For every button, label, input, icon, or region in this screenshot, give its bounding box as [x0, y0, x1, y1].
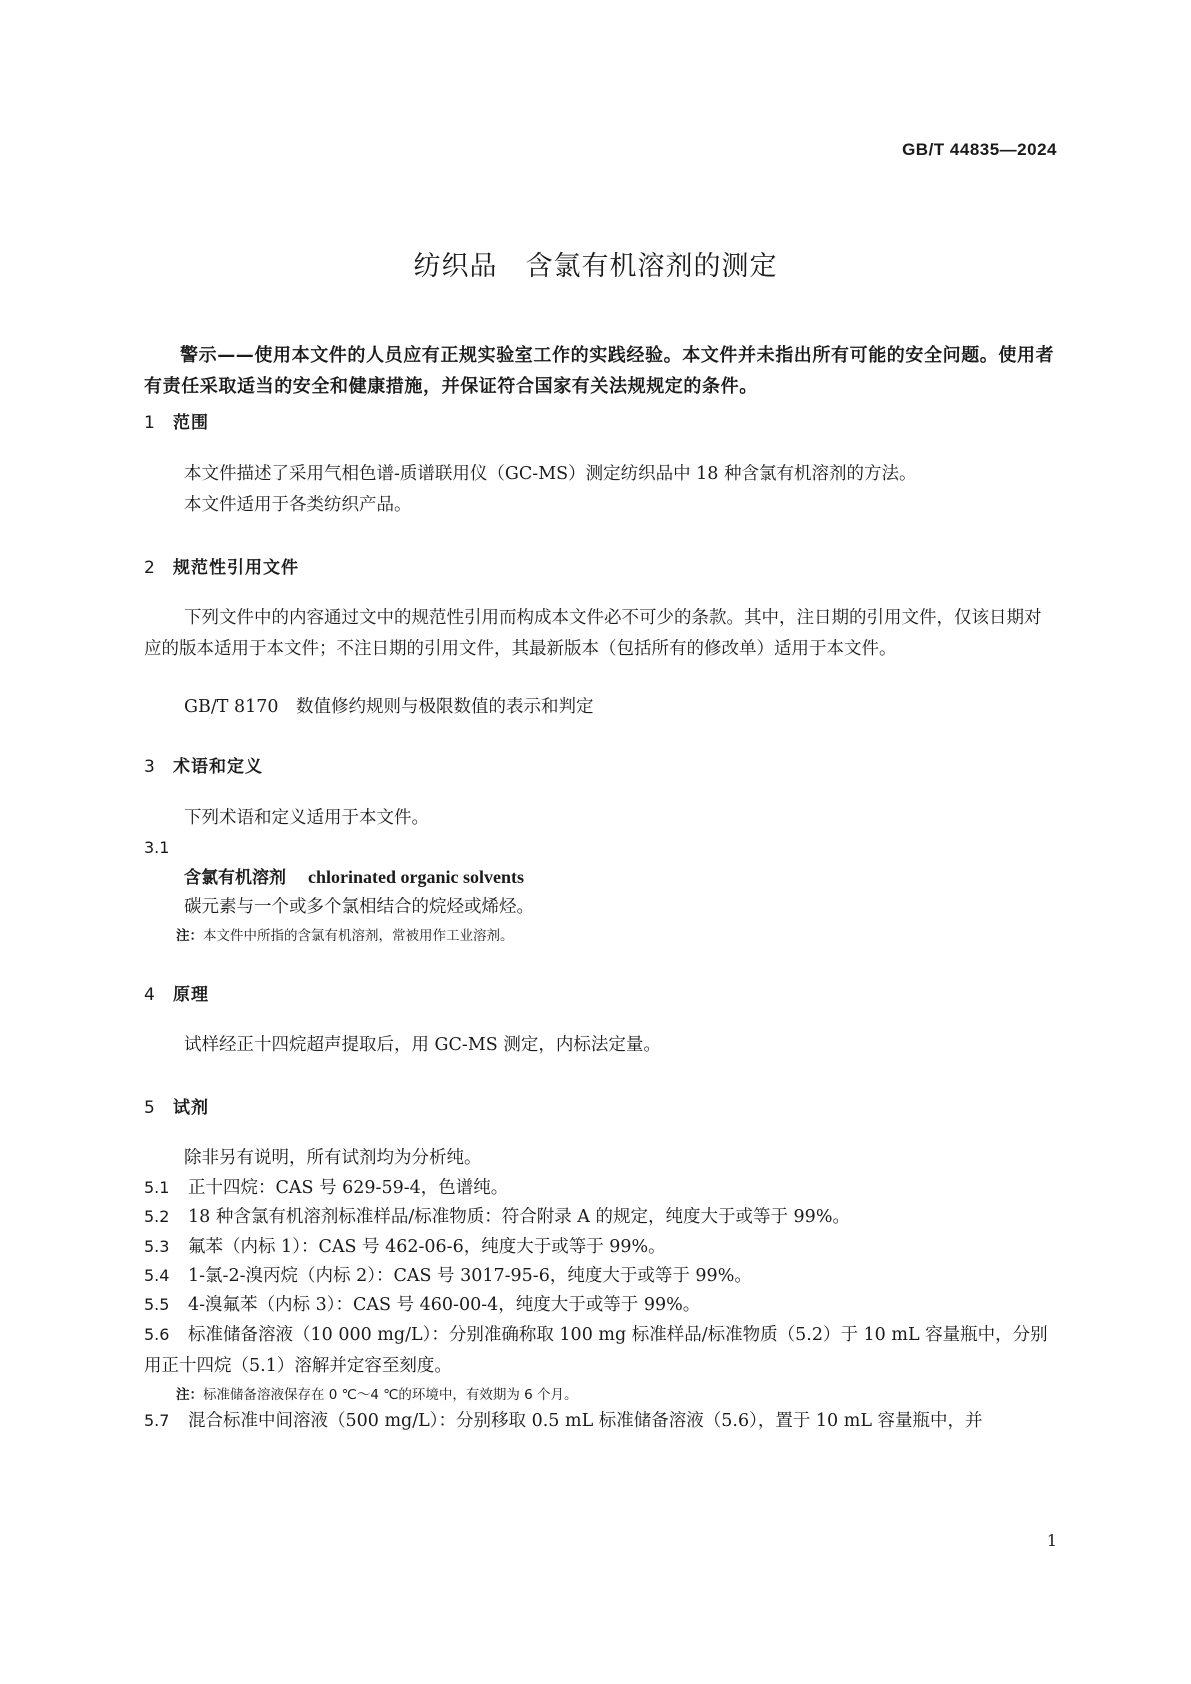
references-paragraph: 下列文件中的内容通过文中的规范性引用而构成本文件必不可少的条款。其中，注日期的引用文件，仅该日期对应的版本适用于本文件；不注日期的引用文件，其最新版本（包括所有的修改单）适用于本文件。 — [144, 608, 1042, 659]
term-note — [176, 924, 514, 944]
section-title: 原理 — [173, 985, 209, 1005]
reagent-item — [144, 1405, 1057, 1437]
section-number: 3 — [144, 757, 156, 777]
term-english: chlorinated organic solvents — [308, 867, 524, 887]
section-heading-principle — [144, 980, 209, 1005]
reagent-item-text: 氟苯（内标 1）：CAS 号 462-06-6，纯度大于或等于 99%。 — [188, 1237, 666, 1257]
warning-paragraph: 警示——使用本文件的人员应有正规实验室工作的实践经验。本文件并未指出所有可能的安全问题。使用者有责任采取适当的安全和健康措施，并保证符合国家有关法规规定的条件。 — [144, 345, 1055, 397]
reagent-item-text: 正十四烷：CAS 号 629-59-4，色谱纯。 — [188, 1178, 509, 1198]
reagent-item-text: 标准储备溶液（10 000 mg/L）：分别准确称取 100 mg 标准样品/标准物质（5.2）于 10 mL 容量瓶中，分别用正十四烷（5.1）溶解并定容至刻度。 — [144, 1325, 1048, 1376]
reagent-item-text: 18 种含氯有机溶剂标准样品/标准物质：符合附录 A 的规定，纯度大于或等于 99%。 — [188, 1207, 850, 1227]
principle-paragraph: 试样经正十四烷超声提取后，用 GC-MS 测定，内标法定量。 — [184, 1035, 661, 1055]
doc-code: GB/T 44835—2024 — [902, 140, 1057, 159]
section-title: 试剂 — [173, 1098, 209, 1118]
scope-paragraph-2: 本文件适用于各类纺织产品。 — [184, 495, 412, 515]
reagent-item-number: 5.7 — [144, 1411, 170, 1430]
section-heading-terms — [144, 752, 263, 777]
section-heading-reagents — [144, 1093, 209, 1118]
reagent-item-number: 5.6 — [144, 1325, 170, 1344]
reagent-note — [176, 1383, 578, 1403]
term-entry — [184, 863, 524, 888]
reagent-item — [144, 1289, 1057, 1321]
section-number: 1 — [144, 413, 156, 433]
reagent-item — [144, 1231, 1057, 1263]
reagent-item — [144, 1201, 1057, 1233]
note-text: 标准储备溶液保存在 0 ℃～4 ℃的环境中，有效期为 6 个月。 — [203, 1387, 578, 1403]
section-number: 4 — [144, 985, 156, 1005]
term-definition: 碳元素与一个或多个氯相结合的烷烃或烯烃。 — [184, 897, 534, 917]
reagents-paragraph: 除非另有说明，所有试剂均为分析纯。 — [184, 1148, 482, 1168]
terms-paragraph: 下列术语和定义适用于本文件。 — [184, 808, 429, 828]
reagent-item-number: 5.5 — [144, 1295, 170, 1314]
reagent-item — [144, 1319, 1057, 1382]
note-label: 注： — [176, 1387, 203, 1403]
reagent-item-text: 1-氯-2-溴丙烷（内标 2）：CAS 号 3017-95-6，纯度大于或等于 99%。 — [188, 1266, 752, 1286]
note-label: 注： — [176, 928, 203, 944]
term-number: 3.1 — [144, 838, 170, 857]
reagent-item-text: 4-溴氟苯（内标 3）：CAS 号 460-00-4，纯度大于或等于 99%。 — [188, 1295, 701, 1315]
section-title: 规范性引用文件 — [173, 558, 299, 578]
section-title: 术语和定义 — [173, 757, 263, 777]
reagent-item-number: 5.3 — [144, 1237, 170, 1256]
scope-paragraph-1: 本文件描述了采用气相色谱-质谱联用仪（GC-MS）测定纺织品中 18 种含氯有机溶剂的方法。 — [184, 464, 917, 484]
term-chinese: 含氯有机溶剂 — [184, 868, 286, 888]
reagent-item — [144, 1172, 1057, 1204]
page-title: 纺织品 含氯有机溶剂的测定 — [413, 251, 778, 282]
section-number: 5 — [144, 1098, 156, 1118]
reagent-item — [144, 1260, 1057, 1292]
reagent-item-text: 混合标准中间溶液（500 mg/L）：分别移取 0.5 mL 标准储备溶液（5.6），置于 10 mL 容量瓶中，并 — [188, 1411, 983, 1431]
page-number: 1 — [1046, 1531, 1057, 1550]
section-title: 范围 — [173, 413, 209, 433]
reagent-item-number: 5.1 — [144, 1178, 170, 1197]
reference-item: GB/T 8170 数值修约规则与极限数值的表示和判定 — [184, 697, 594, 717]
reagent-item-number: 5.4 — [144, 1266, 170, 1285]
reagent-item-number: 5.2 — [144, 1207, 170, 1226]
section-number: 2 — [144, 558, 156, 578]
note-text: 本文件中所指的含氯有机溶剂，常被用作工业溶剂。 — [203, 928, 514, 944]
section-heading-normative-references — [144, 553, 299, 578]
section-heading-scope — [144, 408, 209, 433]
